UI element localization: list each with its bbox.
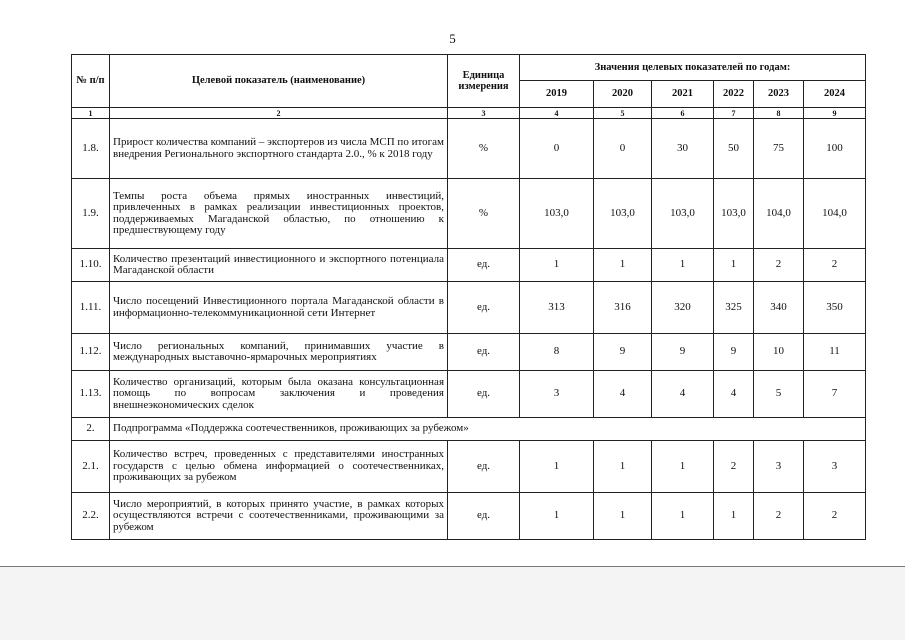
indicator-value: 3 [754,441,804,493]
indicator-value: 340 [754,282,804,334]
indicator-unit: ед. [448,334,520,371]
page-number: 5 [449,31,456,46]
indicator-value: 316 [594,282,652,334]
table-row [72,334,866,371]
indicator-unit: ед. [448,249,520,282]
indicator-value: 2 [714,441,754,493]
header-num: № п/п [72,55,110,108]
column-number: 4 [520,108,594,119]
column-number: 6 [652,108,714,119]
indicator-name: Количество организаций, которым была оказана консультационная помощь по вопросам заключения и проведения внешнеэкономических сделок [110,371,448,418]
indicator-name: Число региональных компаний, принимавших участие в международных выставочно-ярмарочных мероприятиях [110,334,448,371]
indicator-value: 10 [754,334,804,371]
column-number: 3 [448,108,520,119]
indicator-value: 4 [594,371,652,418]
indicator-value: 3 [804,441,866,493]
header-year: 2020 [594,81,652,108]
row-number: 1.13. [72,371,110,418]
indicator-value: 2 [804,493,866,540]
indicator-name: Количество встреч, проведенных с представителями иностранных государств с целью обмена информацией о соотечественниках, проживающих за рубежом [110,441,448,493]
indicator-value: 0 [520,119,594,179]
indicator-value: 3 [520,371,594,418]
row-number: 2. [72,418,110,441]
indicator-value: 75 [754,119,804,179]
row-number: 1.8. [72,119,110,179]
indicator-value: 0 [594,119,652,179]
indicator-unit: ед. [448,493,520,540]
indicator-name: Число мероприятий, в которых принято участие, в рамках которых осуществляются встречи с соотечественниками, проживающими за рубежом [110,493,448,540]
table-row [72,282,866,334]
header-year: 2022 [714,81,754,108]
row-number: 1.11. [72,282,110,334]
indicator-value: 1 [594,249,652,282]
header-name: Целевой показатель (наименование) [110,55,448,108]
indicator-value: 4 [652,371,714,418]
header-values: Значения целевых показателей по годам: [520,55,866,81]
table-row [72,249,866,282]
header-year: 2019 [520,81,594,108]
table-row [72,179,866,249]
indicator-name: Темпы роста объема прямых иностранных инвестиций, привлеченных в рамках реализации инвестиционных проектов, поддерживаемых Магаданской областью, по отношению к предшествующему году [110,179,448,249]
header-year: 2023 [754,81,804,108]
indicator-value: 1 [714,249,754,282]
indicator-value: 9 [594,334,652,371]
indicator-value: 350 [804,282,866,334]
column-number: 7 [714,108,754,119]
indicator-value: 2 [754,493,804,540]
indicator-name: Количество презентаций инвестиционного и экспортного потенциала Магаданской области [110,249,448,282]
indicator-value: 1 [652,249,714,282]
section-row [72,418,866,441]
indicator-value: 2 [804,249,866,282]
indicator-value: 103,0 [594,179,652,249]
row-number: 2.1. [72,441,110,493]
indicator-value: 9 [714,334,754,371]
indicator-value: 104,0 [804,179,866,249]
indicator-value: 325 [714,282,754,334]
indicator-unit: ед. [448,371,520,418]
column-number: 8 [754,108,804,119]
indicator-value: 104,0 [754,179,804,249]
indicator-value: 7 [804,371,866,418]
indicator-value: 1 [520,249,594,282]
table-row [72,441,866,493]
indicator-unit: % [448,179,520,249]
column-number: 2 [110,108,448,119]
indicator-value: 103,0 [652,179,714,249]
indicator-value: 11 [804,334,866,371]
indicator-value: 1 [594,493,652,540]
indicator-value: 1 [594,441,652,493]
indicator-value: 1 [714,493,754,540]
indicator-value: 320 [652,282,714,334]
row-number: 1.12. [72,334,110,371]
indicator-unit: % [448,119,520,179]
target-indicators-table [71,54,866,540]
column-number: 1 [72,108,110,119]
indicator-value: 100 [804,119,866,179]
indicator-value: 9 [652,334,714,371]
section-title: Подпрограмма «Поддержка соотечественников, проживающих за рубежом» [110,418,866,441]
indicator-value: 103,0 [714,179,754,249]
indicator-value: 4 [714,371,754,418]
scan-margin [0,567,905,640]
indicator-value: 1 [520,441,594,493]
indicator-value: 50 [714,119,754,179]
indicator-name: Прирост количества компаний – экспортеров из числа МСП по итогам внедрения Регионального экспортного стандарта 2.0., % к 2018 году [110,119,448,179]
table-row [72,493,866,540]
column-number: 5 [594,108,652,119]
indicator-value: 8 [520,334,594,371]
indicator-unit: ед. [448,441,520,493]
indicator-value: 313 [520,282,594,334]
row-number: 1.9. [72,179,110,249]
indicator-value: 1 [652,493,714,540]
indicator-name: Число посещений Инвестиционного портала Магаданской области в информационно-телекоммуникационной сети Интернет [110,282,448,334]
indicator-value: 103,0 [520,179,594,249]
header-year: 2024 [804,81,866,108]
table-row [72,371,866,418]
indicator-unit: ед. [448,282,520,334]
indicator-value: 30 [652,119,714,179]
row-number: 2.2. [72,493,110,540]
indicator-value: 2 [754,249,804,282]
indicator-value: 5 [754,371,804,418]
indicator-value: 1 [652,441,714,493]
header-year: 2021 [652,81,714,108]
table-row [72,119,866,179]
header-unit: Единица измерения [448,55,520,108]
column-number: 9 [804,108,866,119]
row-number: 1.10. [72,249,110,282]
indicator-value: 1 [520,493,594,540]
